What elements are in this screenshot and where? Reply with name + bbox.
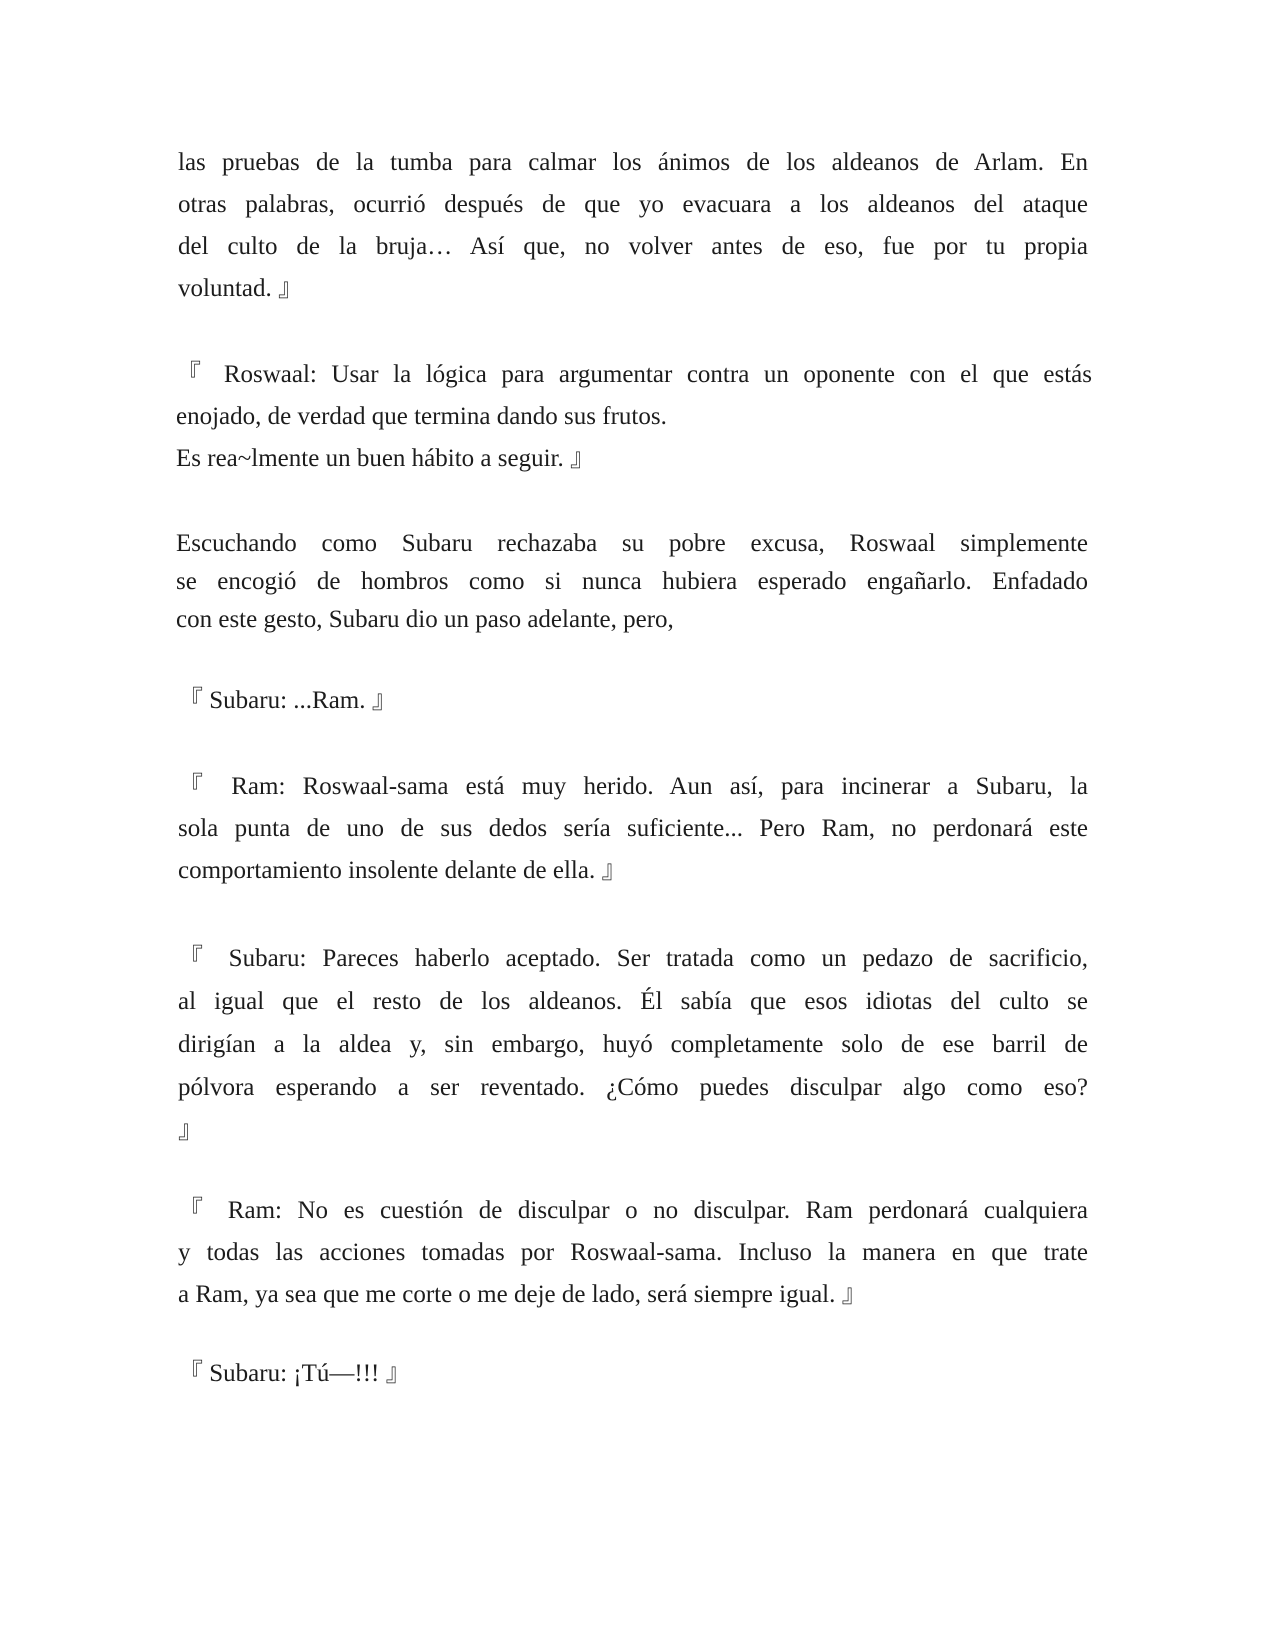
text-line: las pruebas de la tumba para calmar los ánimos de los aldeanos de Arlam. En xyxy=(178,149,1088,176)
text-line: 『 Roswaal: Usar la lógica para argumentar contra un oponente con el que estás xyxy=(176,361,1092,388)
text-line: 『 Ram: No es cuestión de disculpar o no disculpar. Ram perdonará cualquiera xyxy=(178,1197,1088,1224)
text-line: 『 Subaru: ...Ram. 』 xyxy=(178,687,397,714)
text-line: Escuchando como Subaru rechazaba su pobre excusa, Roswaal simplemente xyxy=(176,530,1088,557)
paragraph-8 xyxy=(178,1353,1088,1395)
text-line: 』 xyxy=(178,1117,204,1144)
text-line: se encogió de hombros como si nunca hubiera esperado engañarlo. Enfadado xyxy=(176,568,1088,595)
paragraph-3 xyxy=(176,525,1088,639)
text-line: voluntad. 』 xyxy=(178,275,303,302)
paragraph-4 xyxy=(178,680,1088,722)
text-line: 『 Subaru: ¡Tú—!!! 』 xyxy=(178,1360,411,1387)
text-line: y todas las acciones tomadas por Roswaal-sama. Incluso la manera en que trate xyxy=(178,1239,1088,1266)
paragraph-1 xyxy=(178,142,1088,310)
text-line: con este gesto, Subaru dio un paso adelante, pero, xyxy=(176,606,674,633)
paragraph-5 xyxy=(178,766,1088,892)
text-line: del culto de la bruja… Así que, no volver antes de eso, fue por tu propia xyxy=(178,233,1088,260)
paragraph-7 xyxy=(178,1190,1088,1316)
text-line: sola punta de uno de sus dedos sería suficiente... Pero Ram, no perdonará este xyxy=(178,815,1088,842)
text-line: al igual que el resto de los aldeanos. Él sabía que esos idiotas del culto se xyxy=(178,988,1088,1015)
text-line: enojado, de verdad que termina dando sus frutos. xyxy=(176,403,667,430)
text-line: pólvora esperando a ser reventado. ¿Cómo puedes disculpar algo como eso? xyxy=(178,1074,1088,1101)
text-line: a Ram, ya sea que me corte o me deje de lado, será siempre igual. 』 xyxy=(178,1281,867,1308)
text-line: 『 Ram: Roswaal-sama está muy herido. Aun así, para incinerar a Subaru, la xyxy=(178,773,1088,800)
text-line: Es rea~lmente un buen hábito a seguir. 』 xyxy=(176,445,595,472)
text-line: 『 Subaru: Pareces haberlo aceptado. Ser tratada como un pedazo de sacrificio, xyxy=(178,945,1088,972)
text-line: otras palabras, ocurrió después de que yo evacuara a los aldeanos del ataque xyxy=(178,191,1088,218)
text-line: comportamiento insolente delante de ella. 』 xyxy=(178,857,627,884)
text-line: dirigían a la aldea y, sin embargo, huyó completamente solo de ese barril de xyxy=(178,1031,1088,1058)
paragraph-2 xyxy=(176,354,1092,480)
paragraph-6 xyxy=(178,937,1088,1152)
